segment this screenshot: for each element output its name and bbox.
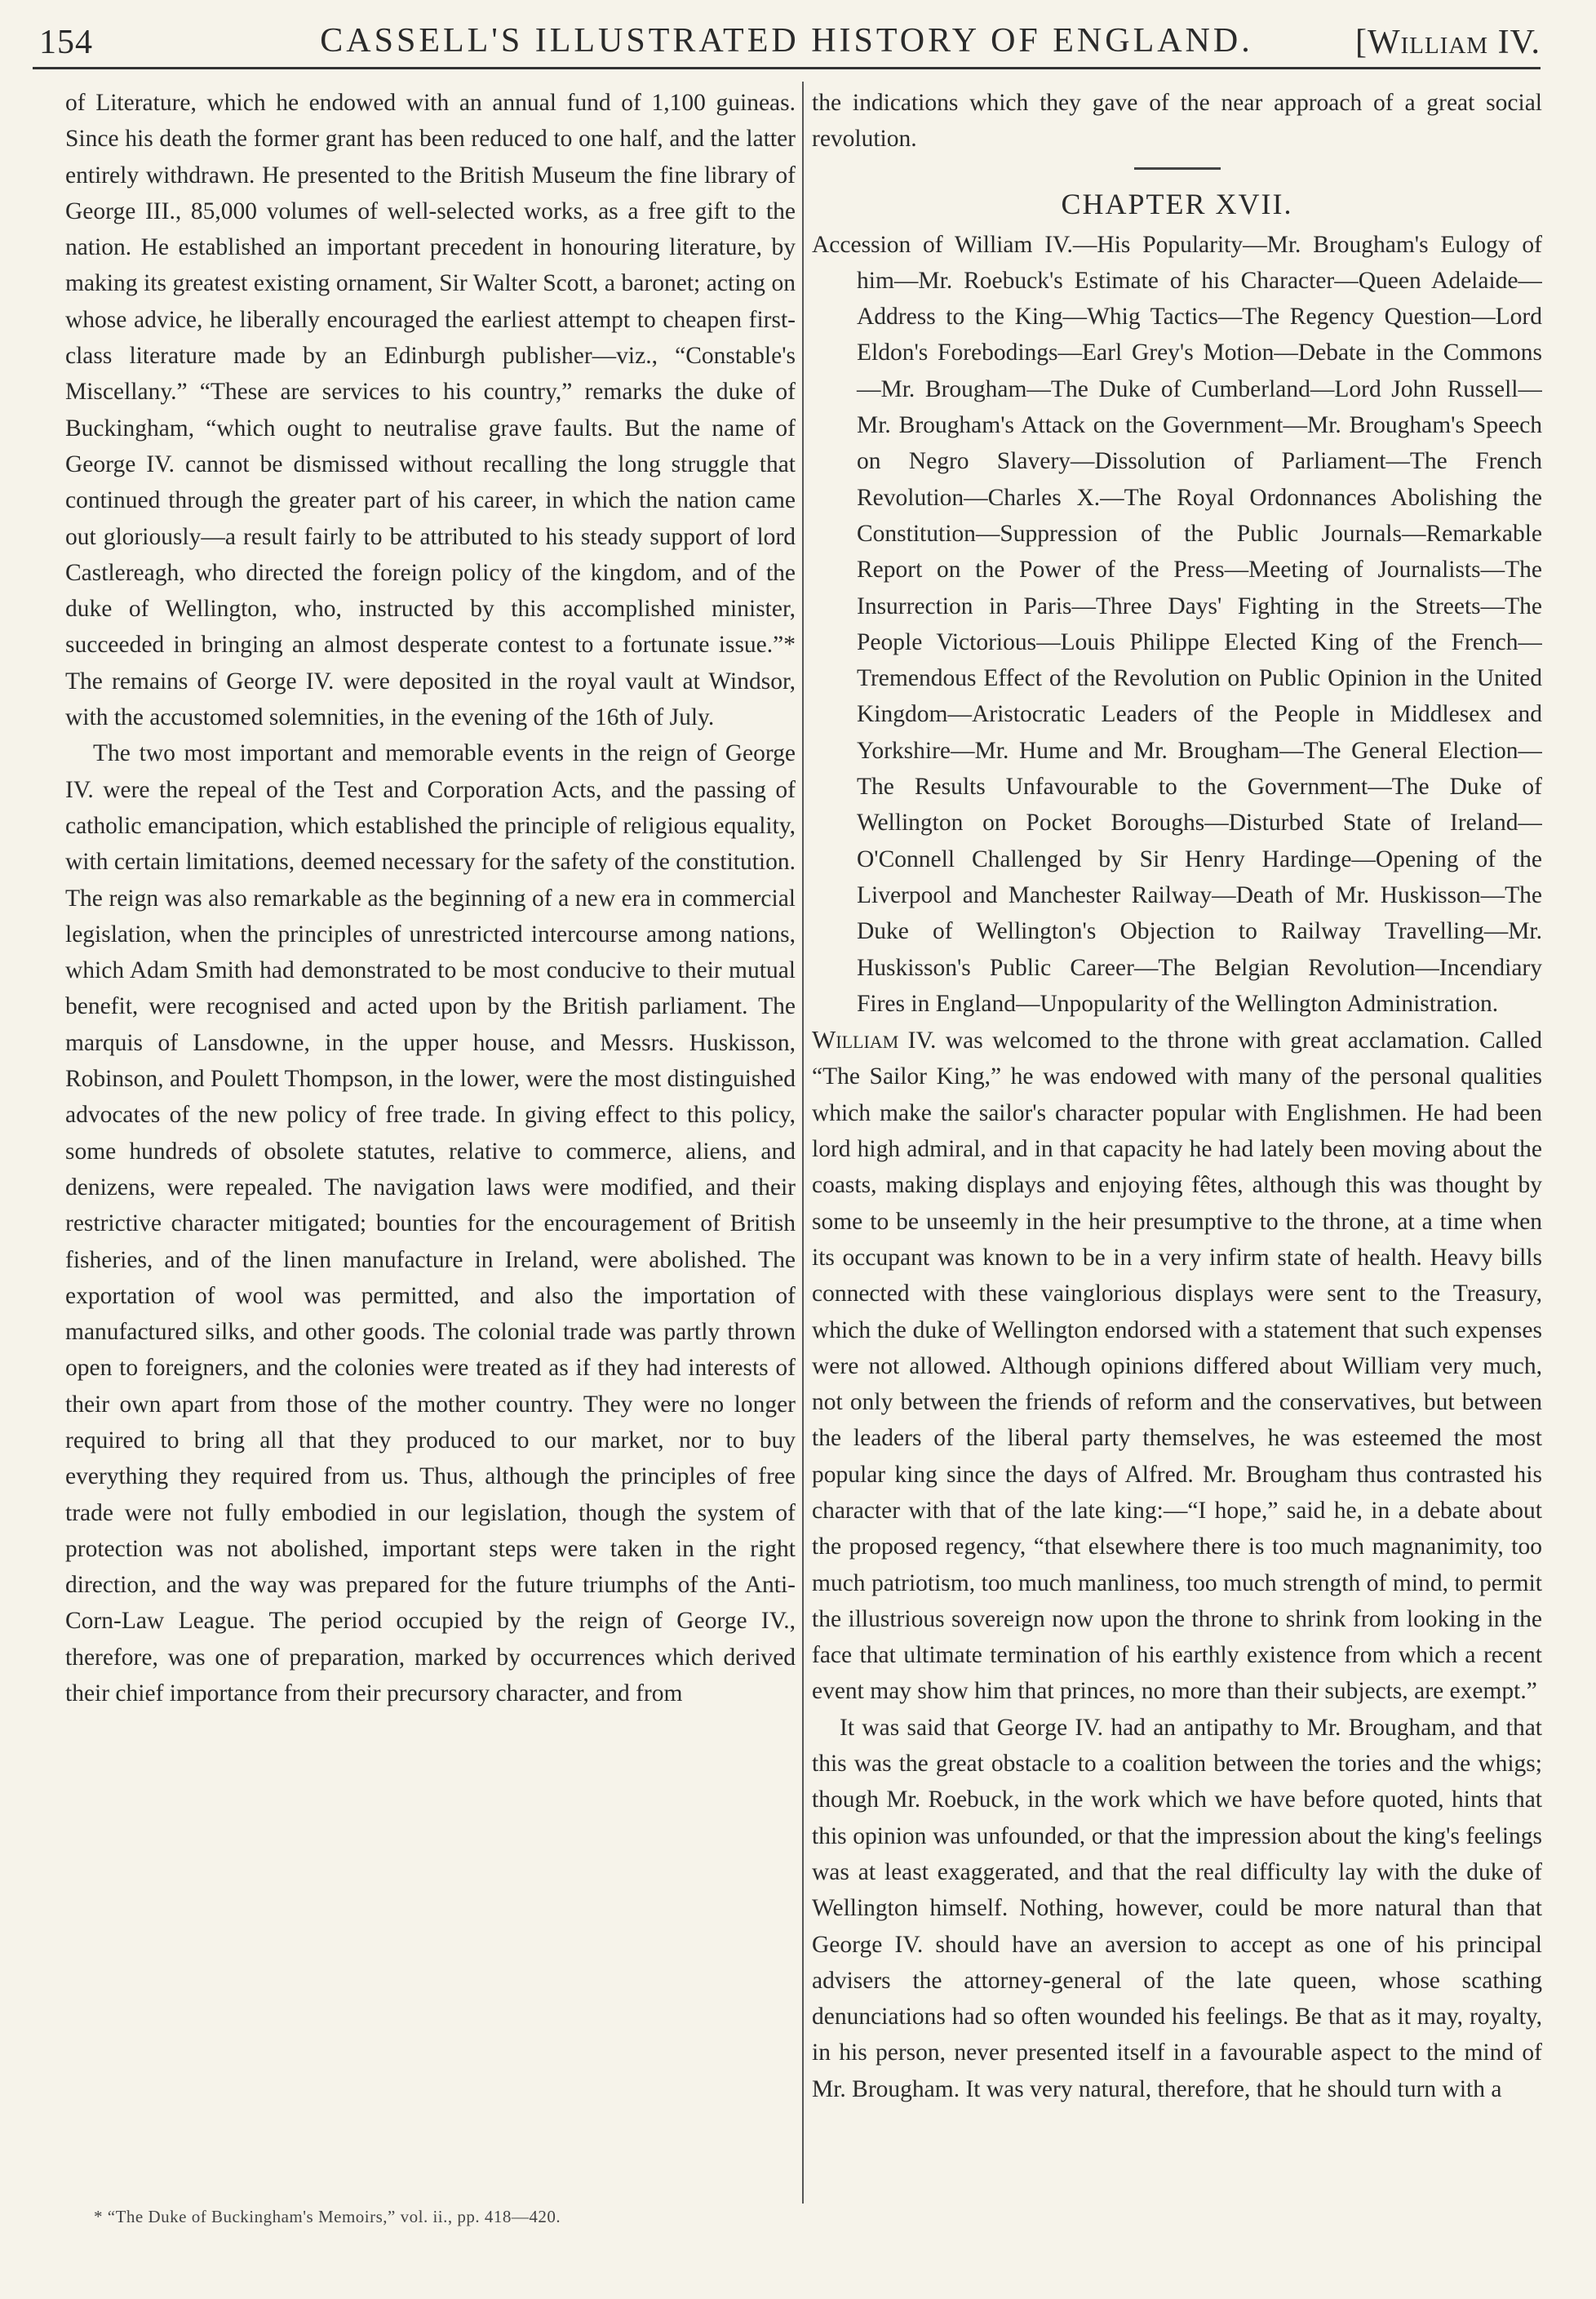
page-number: 154 bbox=[39, 24, 93, 61]
footnote: * “The Duke of Buckingham's Memoirs,” vol. ii., pp. 418—420. bbox=[94, 2207, 561, 2226]
chapter-title: CHAPTER XVII. bbox=[1061, 187, 1293, 220]
chapter-summary: Accession of William IV.—His Popularity—Mr. Brougham's Eulogy of him—Mr. Roebuck's Estimate of his Character—Queen Adelaide—Address to the King—Whig Tactics—The Regency Question—Lord Eldon's Forebodings—Earl Grey's Motion—Debate in the Commons—Mr. Brougham—The Duke of Cumberland—Lord John Russell—Mr. Brougham's Attack on the Government—Mr. Brougham's Speech on Negro Slavery—Dissolution of Parliament—The French Revolution—Charles X.—The Royal Ordonnances Abolishing the Constitution—Suppression of the Public Journals—Remarkable Report on the Power of the Press—Meeting of Journalists—The Insurrection in Paris—Three Days' Fighting in the Streets—The People Victorious—Louis Philippe Elected King of the French—Tremendous Effect of the Revolution on Public Opinion in the United Kingdom—Aristocratic Leaders of the People in Middlesex and Yorkshire—Mr. Hume and Mr. Brougham—The General Election—The Results Unfavourable to the Government—The Duke of Wellington on Pocket Boroughs—Disturbed State of Ireland—O'Connell Challenged by Sir Henry Hardinge—Opening of the Liverpool and Manchester Railway—Death of Mr. Huskisson—The Duke of Wellington's Objection to Railway Travelling—Mr. Huskisson's Public Career—The Belgian Revolution—Incendiary Fires in England—Unpopularity of the Wellington Administration. bbox=[812, 231, 1542, 1017]
right-column bbox=[812, 85, 1542, 2182]
left-column bbox=[65, 85, 796, 2182]
running-header bbox=[33, 18, 1541, 69]
body-paragraph: of Literature, which he endowed with an annual fund of 1,100 guineas. Since his death the former grant has been reduced to one half, and the latter entirely withdrawn. He presented to the British Museum the fine library of George III., 85,000 volumes of well-selected works, as a free gift to the nation. He established an important precedent in honouring literature, by making its greatest existing ornament, Sir Walter Scott, a baronet; acting on whose advice, he liberally encouraged the earliest attempt to cheapen first-class literature made by an Edinburgh publisher—viz., “Constable's Miscellany.” “These are services to his country,” remarks the duke of Buckingham, “which ought to neutralise grave faults. But the name of George IV. cannot be dismissed without recalling the long struggle that continued through the greater part of his career, in which the nation came out gloriously—a result fairly to be attributed to his steady support of lord Castlereagh, who directed the foreign policy of the kingdom, and of the duke of Wellington, who, instructed by this accomplished minister, succeeded in bringing an almost desperate contest to a fortunate issue.”* The remains of George IV. were deposited in the royal vault at Windsor, with the accustomed solemnities, in the evening of the 16th of July. bbox=[65, 90, 796, 731]
section-rule bbox=[1134, 167, 1221, 170]
lead-word: William bbox=[812, 1025, 899, 1054]
reign-label: [William IV. bbox=[1354, 24, 1541, 61]
book-title: CASSELL'S ILLUSTRATED HISTORY OF ENGLAND. bbox=[320, 22, 1253, 60]
body-paragraph: It was said that George IV. had an antipathy to Mr. Brougham, and that this was the great obstacle to a coalition between the tories and the whigs; though Mr. Roebuck, in the work which we have before quoted, hints that this opinion was unfounded, or that the impression about the king's feelings was at least exaggerated, and that the real difficulty lay with the duke of Wellington himself. Nothing, however, could be more natural than that George IV. should have an aversion to accept as one of his principal advisers the attorney-general of the late queen, whose scathing denunciations had so often wounded his feelings. Be that as it may, royalty, in his person, never presented itself in a favourable aspect to the mind of Mr. Brougham. It was very natural, therefore, that he should turn with a bbox=[812, 1714, 1542, 2102]
body-paragraph: The two most important and memorable events in the reign of George IV. were the repeal of the Test and Corporation Acts, and the passing of catholic emancipation, which established the principle of religious equality, with certain limitations, deemed necessary for the safety of the constitution. The reign was also remarkable as the beginning of a new era in commercial legislation, when the principles of unrestricted intercourse among nations, which Adam Smith had demonstrated to be most conducive to their mutual benefit, were recognised and acted upon by the British parliament. The marquis of Lansdowne, in the upper house, and Messrs. Huskisson, Robinson, and Poulett Thompson, in the lower, were the most distinguished advocates of the new policy of free trade. In giving effect to this policy, some hundreds of obsolete statutes, relative to commerce, aliens, and denizens, were repealed. The navigation laws were modified, and their restrictive character mitigated; bounties for the encouragement of British fisheries, and of the linen manufacture in Ireland, were abolished. The exportation of wool was permitted, and also the importation of manufactured silks, and other goods. The colonial trade was partly thrown open to foreigners, and the colonies were treated as if they had interests of their own apart from those of the mother country. They were no longer required to bring all that they produced to our market, nor to buy everything they required from us. Thus, although the principles of free trade were not fully embodied in our legislation, though the system of protection was not abolished, important steps were taken in the right direction, and the way was prepared for the future triumphs of the Anti-Corn-Law League. The period occupied by the reign of George IV., therefore, was one of preparation, marked by occurrences which derived their chief importance from their precursory character, and from bbox=[65, 740, 796, 1707]
opening-text: IV. was welcomed to the throne with great acclamation. Called “The Sailor King,” he was endowed with many of the personal qualities which make the sailor's character popular with Englishmen. He had been lord high admiral, and in that capacity he had lately been moving about the coasts, making displays and enjoying fêtes, although this was thought by some to be unseemly in the heir presumptive to the throne, at a time when its occupant was known to be in a very infirm state of health. Heavy bills connected with these vainglorious displays were sent to the Treasury, which the duke of Wellington endorsed with a statement that such expenses were not allowed. Although opinions differed about William very much, not only between the friends of reform and the conservatives, but between the leaders of the liberal party themselves, he was esteemed the most popular king since the days of Alfred. Mr. Brougham thus contrasted his character with that of the late king:—“I hope,” said he, in a debate about the proposed regency, “that elsewhere there is too much magnanimity, too much patriotism, too much manliness, too much strength of mind, to permit the illustrious sovereign now upon the throne to shrink from looking in the face that ultimate termination of his earthly existence from which a recent event may show him that princes, no more than their subjects, are exempt.” bbox=[812, 1027, 1542, 1705]
continuation-paragraph: the indications which they gave of the near approach of a great social revolution. bbox=[812, 90, 1542, 153]
chapter-opening-paragraph bbox=[812, 1022, 1542, 1710]
column-divider bbox=[802, 82, 804, 2204]
